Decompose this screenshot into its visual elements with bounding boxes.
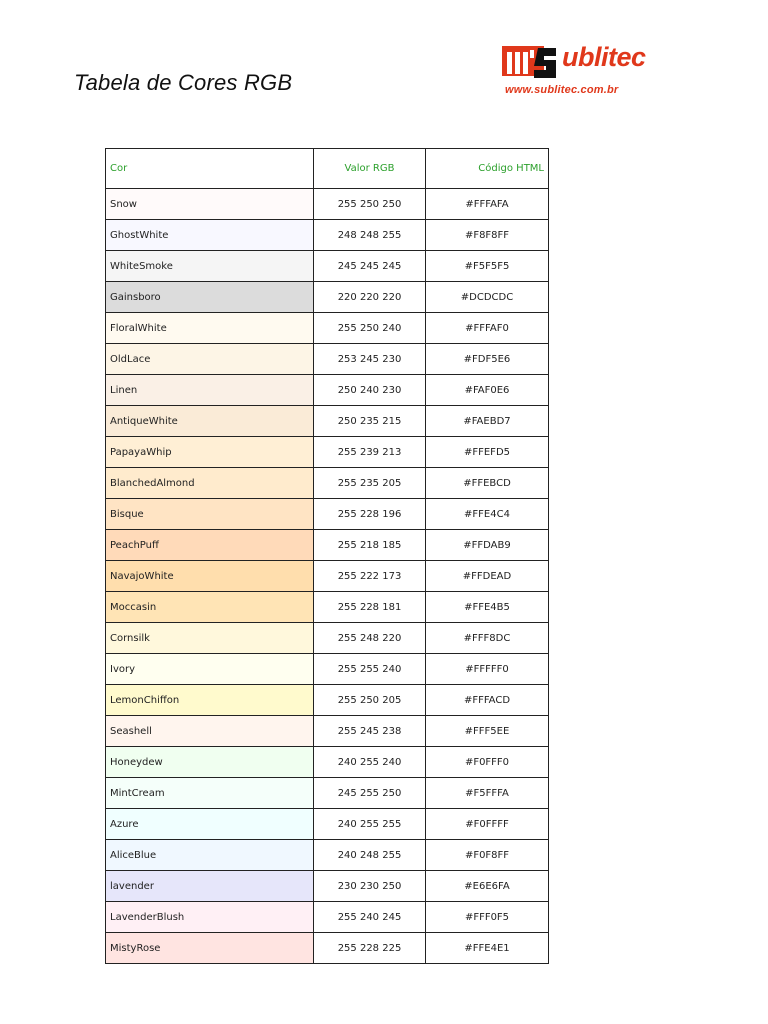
- color-name-cell: Bisque: [106, 499, 314, 530]
- rgb-value-cell: 255 222 173: [314, 561, 426, 592]
- rgb-value-cell: 230 230 250: [314, 871, 426, 902]
- rgb-value-cell: 255 250 205: [314, 685, 426, 716]
- rgb-value-cell: 220 220 220: [314, 282, 426, 313]
- table-row: [106, 375, 549, 406]
- table-row: [106, 778, 549, 809]
- html-code-cell: #FFFAFA: [426, 189, 549, 220]
- rgb-value-cell: 255 228 181: [314, 592, 426, 623]
- header-color-name: Cor: [106, 149, 314, 189]
- table-row: [106, 933, 549, 964]
- html-code-cell: #E6E6FA: [426, 871, 549, 902]
- html-code-cell: #FAEBD7: [426, 406, 549, 437]
- color-name-cell: FloralWhite: [106, 313, 314, 344]
- html-code-cell: #FFFACD: [426, 685, 549, 716]
- rgb-value-cell: 250 235 215: [314, 406, 426, 437]
- rgb-value-cell: 255 250 250: [314, 189, 426, 220]
- html-code-cell: #F0FFF0: [426, 747, 549, 778]
- html-code-cell: #FFFFF0: [426, 654, 549, 685]
- rgb-value-cell: 255 250 240: [314, 313, 426, 344]
- color-name-cell: LavenderBlush: [106, 902, 314, 933]
- rgb-value-cell: 255 239 213: [314, 437, 426, 468]
- sublitec-logo-icon: [502, 44, 558, 80]
- table-row: [106, 468, 549, 499]
- rgb-value-cell: 240 255 240: [314, 747, 426, 778]
- html-code-cell: #FFEBCD: [426, 468, 549, 499]
- rgb-value-cell: 255 218 185: [314, 530, 426, 561]
- color-name-cell: Honeydew: [106, 747, 314, 778]
- color-name-cell: PapayaWhip: [106, 437, 314, 468]
- color-name-cell: BlanchedAlmond: [106, 468, 314, 499]
- rgb-value-cell: 250 240 230: [314, 375, 426, 406]
- table-row: [106, 437, 549, 468]
- html-code-cell: #FFEFD5: [426, 437, 549, 468]
- table-row: [106, 499, 549, 530]
- logo-url: www.sublitec.com.br: [505, 84, 619, 96]
- table-header-row: [106, 149, 549, 189]
- rgb-value-cell: 255 245 238: [314, 716, 426, 747]
- table-row: [106, 406, 549, 437]
- color-name-cell: OldLace: [106, 344, 314, 375]
- color-name-cell: MistyRose: [106, 933, 314, 964]
- color-name-cell: Moccasin: [106, 592, 314, 623]
- color-name-cell: GhostWhite: [106, 220, 314, 251]
- html-code-cell: #FFE4C4: [426, 499, 549, 530]
- table-row: [106, 871, 549, 902]
- html-code-cell: #DCDCDC: [426, 282, 549, 313]
- table-row: [106, 189, 549, 220]
- color-name-cell: MintCream: [106, 778, 314, 809]
- color-name-cell: Seashell: [106, 716, 314, 747]
- rgb-value-cell: 240 255 255: [314, 809, 426, 840]
- color-table: [105, 148, 549, 964]
- rgb-value-cell: 240 248 255: [314, 840, 426, 871]
- html-code-cell: #F5FFFA: [426, 778, 549, 809]
- table-row: [106, 747, 549, 778]
- color-name-cell: lavender: [106, 871, 314, 902]
- page-title: Tabela de Cores RGB: [74, 70, 293, 95]
- html-code-cell: #F8F8FF: [426, 220, 549, 251]
- color-name-cell: AntiqueWhite: [106, 406, 314, 437]
- html-code-cell: #FFF8DC: [426, 623, 549, 654]
- color-name-cell: Gainsboro: [106, 282, 314, 313]
- color-name-cell: Azure: [106, 809, 314, 840]
- html-code-cell: #FAF0E6: [426, 375, 549, 406]
- html-code-cell: #FFE4B5: [426, 592, 549, 623]
- html-code-cell: #FFDAB9: [426, 530, 549, 561]
- header-rgb-value: Valor RGB: [314, 149, 426, 189]
- table-row: [106, 902, 549, 933]
- table-row: [106, 344, 549, 375]
- table-row: [106, 530, 549, 561]
- table-row: [106, 313, 549, 344]
- html-code-cell: #F5F5F5: [426, 251, 549, 282]
- color-name-cell: Linen: [106, 375, 314, 406]
- rgb-value-cell: 245 245 245: [314, 251, 426, 282]
- rgb-value-cell: 255 235 205: [314, 468, 426, 499]
- rgb-value-cell: 255 240 245: [314, 902, 426, 933]
- html-code-cell: #F0F8FF: [426, 840, 549, 871]
- html-code-cell: #FFE4E1: [426, 933, 549, 964]
- table-row: [106, 840, 549, 871]
- html-code-cell: #FFFAF0: [426, 313, 549, 344]
- color-name-cell: AliceBlue: [106, 840, 314, 871]
- rgb-value-cell: 255 248 220: [314, 623, 426, 654]
- html-code-cell: #FFDEAD: [426, 561, 549, 592]
- rgb-value-cell: 255 228 225: [314, 933, 426, 964]
- table-row: [106, 220, 549, 251]
- html-code-cell: #FDF5E6: [426, 344, 549, 375]
- header-html-code: Código HTML: [426, 149, 549, 189]
- color-name-cell: Ivory: [106, 654, 314, 685]
- color-name-cell: LemonChiffon: [106, 685, 314, 716]
- rgb-value-cell: 255 255 240: [314, 654, 426, 685]
- rgb-value-cell: 255 228 196: [314, 499, 426, 530]
- color-name-cell: PeachPuff: [106, 530, 314, 561]
- rgb-value-cell: 248 248 255: [314, 220, 426, 251]
- sublitec-logo-text: ublitec: [562, 42, 646, 72]
- sublitec-logo: [502, 44, 662, 100]
- table-row: [106, 654, 549, 685]
- color-name-cell: Snow: [106, 189, 314, 220]
- table-row: [106, 282, 549, 313]
- color-name-cell: NavajoWhite: [106, 561, 314, 592]
- rgb-value-cell: 253 245 230: [314, 344, 426, 375]
- html-code-cell: #FFF5EE: [426, 716, 549, 747]
- table-row: [106, 685, 549, 716]
- rgb-value-cell: 245 255 250: [314, 778, 426, 809]
- table-row: [106, 561, 549, 592]
- color-name-cell: Cornsilk: [106, 623, 314, 654]
- color-name-cell: WhiteSmoke: [106, 251, 314, 282]
- table-row: [106, 716, 549, 747]
- table-row: [106, 592, 549, 623]
- table-row: [106, 623, 549, 654]
- html-code-cell: #FFF0F5: [426, 902, 549, 933]
- html-code-cell: #F0FFFF: [426, 809, 549, 840]
- table-row: [106, 251, 549, 282]
- table-row: [106, 809, 549, 840]
